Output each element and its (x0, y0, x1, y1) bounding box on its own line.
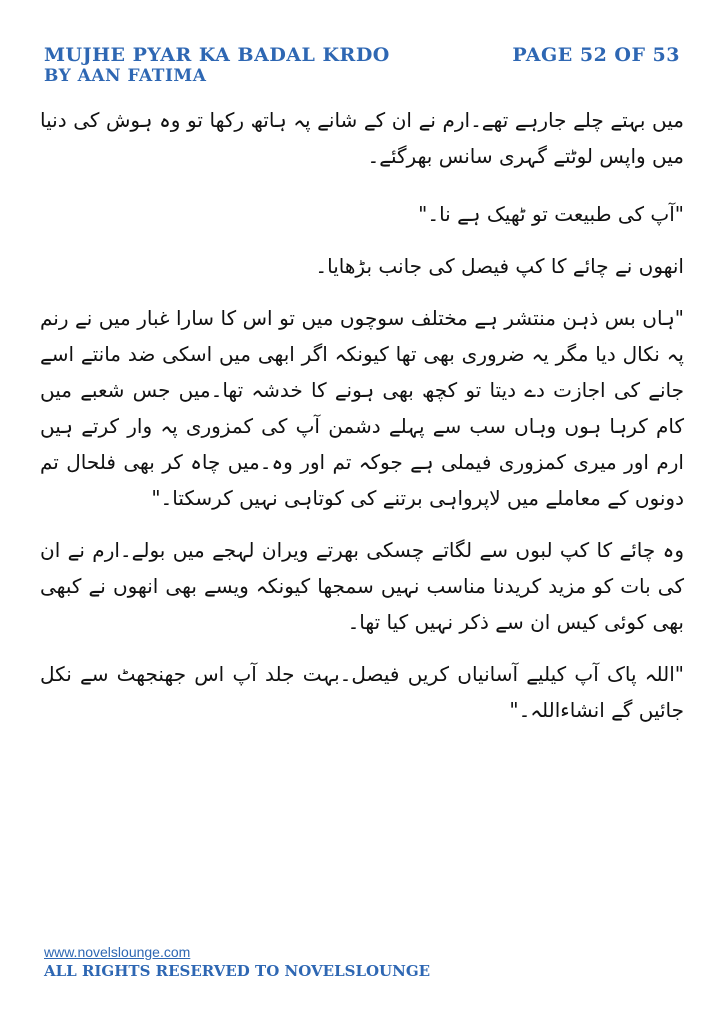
paragraph-3: انھوں نے چائے کا کپ فیصل کی جانب بڑھایا۔ (315, 254, 684, 278)
website-link[interactable]: www.novelslounge.com (44, 944, 191, 960)
paragraph-6: "اللہ پاک آپ کیلیے آسانیاں کریں فیصل۔بہت جلد آپ اس جھنجھٹ سے نکل جائیں گے انشاءاللہ۔" (40, 662, 684, 722)
story-body (40, 102, 684, 728)
page-number: PAGE 52 OF 53 (512, 44, 680, 66)
paragraph-1: میں بہتے چلے جارہے تھے۔ارم نے ان کے شانے پہ ہاتھ رکھا تو وہ ہوش کی دنیا میں واپس لوٹتے گہری سانس بھرگئے۔ (40, 108, 684, 168)
book-author: BY AAN FATIMA (44, 66, 207, 86)
rights-notice: ALL RIGHTS RESERVED TO NOVELSLOUNGE (44, 962, 431, 980)
paragraph-5: وہ چائے کا کپ لبوں سے لگاتے چسکی بھرتے ویران لہجے میں بولے۔ارم نے ان کی بات کو مزید کریدنا مناسب نہیں سمجھا کیونکہ ویسے بھی انھوں نے کبھی بھی کوئی کیس ان سے ذکر نہیں کیا تھا۔ (40, 538, 684, 634)
paragraph-2: "آپ کی طبیعت تو ٹھیک ہے نا۔" (418, 202, 684, 226)
book-title: MUJHE PYAR KA BADAL KRDO (44, 44, 390, 66)
paragraph-4: "ہاں بس ذہن منتشر ہے مختلف سوچوں میں تو اس کا سارا غبار میں نے رنم پہ نکال دیا مگر یہ ضروری بھی تھا کیونکہ اگر ابھی میں اسکی ضد مانتے اسے جانے کی اجازت دے دیتا تو کچھ بھی ہونے کا خدشہ تھا۔میں جس شعبے میں کام کرہا ہوں وہاں سب سے پہلے دشمن آپ کی کمزوری پہ وار کرتے ہیں ارم اور میری کمزوری فیملی ہے جوکہ تم اور وہ۔میں چاہ کر بھی فلحال تم دونوں کے معاملے میں لاپرواہی برتنے کی کوتاہی نہیں کرسکتا۔" (40, 306, 684, 510)
